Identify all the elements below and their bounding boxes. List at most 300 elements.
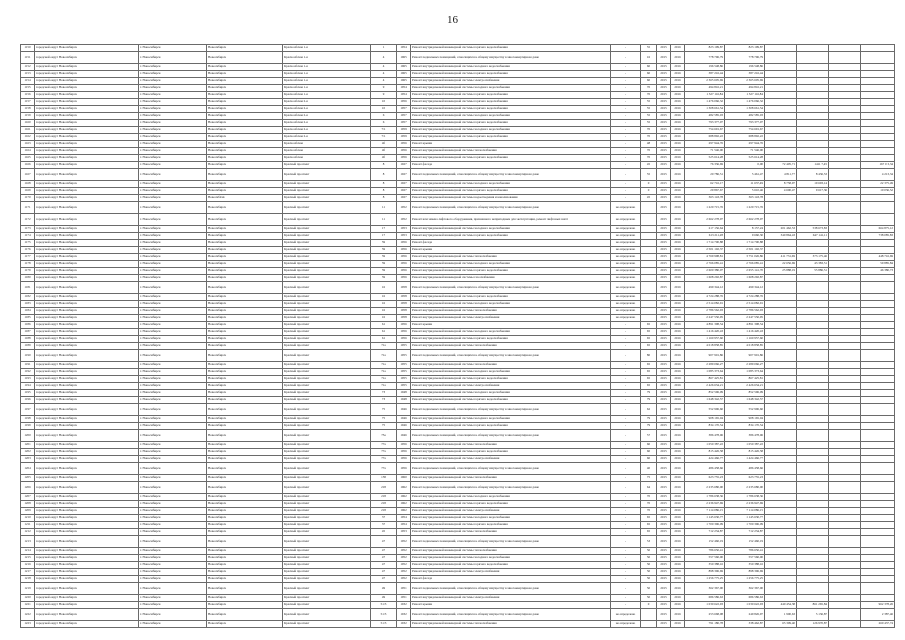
cell-floors: 50 bbox=[641, 583, 657, 595]
cell-e1: 201 462,53 bbox=[765, 226, 797, 233]
table-row bbox=[21, 92, 895, 99]
cell-cost2: 815 426,58 bbox=[725, 449, 765, 456]
cell-house: 61 bbox=[371, 322, 397, 329]
cell-e3 bbox=[829, 268, 861, 275]
cell-house: 4 bbox=[371, 78, 397, 85]
cell-e1 bbox=[765, 416, 797, 423]
cell-year: 1952 bbox=[397, 555, 411, 562]
cell-city2: Новосибирск bbox=[207, 555, 283, 562]
cell-cost: 834 170,54 bbox=[685, 423, 725, 430]
cell-e1 bbox=[765, 423, 797, 430]
cell-e2 bbox=[797, 329, 829, 336]
cell-area: - bbox=[611, 456, 641, 463]
cell-area: не определено bbox=[611, 247, 641, 254]
cell-district: городской округ Новосибирск bbox=[35, 583, 139, 595]
cell-cost: 1 256 775,25 bbox=[685, 576, 725, 583]
cell-city: г. Новосибирск bbox=[139, 397, 207, 404]
cell-city: г. Новосибирск bbox=[139, 562, 207, 569]
cell-e1 bbox=[765, 64, 797, 71]
cell-y2: 2016 bbox=[671, 71, 685, 78]
cell-street: Красный проспект bbox=[283, 548, 371, 555]
cell-year: 1932 bbox=[397, 609, 411, 621]
cell-year: 1946 bbox=[397, 430, 411, 442]
cell-city: г. Новосибирск bbox=[139, 254, 207, 261]
cell-work: Ремонт внутридомовой инженерной системы электроснабжения bbox=[411, 383, 611, 390]
cell-district: городской округ Новосибирск bbox=[35, 188, 139, 195]
cell-floors: 55 bbox=[641, 45, 657, 52]
table-row bbox=[21, 282, 895, 294]
cell-city: г. Новосибирск bbox=[139, 233, 207, 240]
cell-street: Красный проспект bbox=[283, 595, 371, 602]
cell-city: г. Новосибирск bbox=[139, 449, 207, 456]
cell-area: - bbox=[611, 482, 641, 494]
cell-e2: 1411 7,45 bbox=[797, 162, 829, 169]
cell-year: 1932 bbox=[397, 602, 411, 609]
cell-y1: 2015 bbox=[657, 155, 671, 162]
cell-district: городской округ Новосибирск bbox=[35, 602, 139, 609]
cell-cost2: 482 585,03 bbox=[725, 113, 765, 120]
cell-cost: 525 614,28 bbox=[685, 155, 725, 162]
cell-district: городской округ Новосибирск bbox=[35, 113, 139, 120]
cell-floors: 70 bbox=[641, 127, 657, 134]
cell-e2 bbox=[797, 369, 829, 376]
cell-year: 1955 bbox=[397, 343, 411, 350]
cell-district: городской округ Новосибирск bbox=[35, 390, 139, 397]
cell-district: городской округ Новосибирск bbox=[35, 141, 139, 148]
table-row bbox=[21, 78, 895, 85]
cell-y2: 2016 bbox=[671, 482, 685, 494]
cell-city2: Новосибирск bbox=[207, 188, 283, 195]
cell-house: 71а bbox=[371, 369, 397, 376]
cell-work: Ремонт внутридомовой инженерной системы теплоснабжения bbox=[411, 442, 611, 449]
cell-city: г. Новосибирск bbox=[139, 350, 207, 362]
cell-e3 bbox=[829, 247, 861, 254]
cell-y2: 2016 bbox=[671, 508, 685, 515]
cell-e1 bbox=[765, 195, 797, 202]
table-row bbox=[21, 383, 895, 390]
cell-e4 bbox=[861, 583, 895, 595]
cell-house: 49 bbox=[371, 595, 397, 602]
cell-area: - bbox=[611, 576, 641, 583]
cell-floors: 0 bbox=[641, 602, 657, 609]
cell-y1: 2015 bbox=[657, 602, 671, 609]
cell-cost2: 2 235 680,00 bbox=[725, 482, 765, 494]
cell-y2: 2016 bbox=[671, 609, 685, 621]
cell-e4 bbox=[861, 376, 895, 383]
cell-e2 bbox=[797, 383, 829, 390]
cell-city: г. Новосибирск bbox=[139, 602, 207, 609]
cell-cost: 29 867,67 bbox=[685, 188, 725, 195]
cell-cost: 4 724 288,76 bbox=[685, 294, 725, 301]
table-row bbox=[21, 501, 895, 508]
cell-area: - bbox=[611, 522, 641, 529]
cell-city2: Новосибирск bbox=[207, 343, 283, 350]
cell-y2: 2016 bbox=[671, 247, 685, 254]
cell-e3 bbox=[829, 315, 861, 322]
cell-area: - bbox=[611, 113, 641, 120]
table-row bbox=[21, 233, 895, 240]
cell-floors: 65 bbox=[641, 369, 657, 376]
cell-cost2: 1 256 775,25 bbox=[725, 576, 765, 583]
cell-e3 bbox=[829, 390, 861, 397]
cell-cost: 2 289 066,27 bbox=[685, 362, 725, 369]
cell-district: городской округ Новосибирск bbox=[35, 442, 139, 449]
cell-e1: 65 309,40 bbox=[765, 621, 797, 628]
cell-floors: 40 bbox=[641, 463, 657, 475]
cell-work: Ремонт внутридомовой инженерной системы теплоснабжения bbox=[411, 343, 611, 350]
cell-work: Ремонт подвальных помещений, относящихся к общему имуществу в многоквартирном доме bbox=[411, 52, 611, 64]
cell-e1 bbox=[765, 501, 797, 508]
cell-e1 bbox=[765, 322, 797, 329]
cell-e2: 19 693,14 bbox=[797, 181, 829, 188]
cell-cost2: 1 160 957,60 bbox=[725, 336, 765, 343]
cell-year: 1956 bbox=[397, 463, 411, 475]
cell-e3 bbox=[829, 226, 861, 233]
cell-y2: 2016 bbox=[671, 301, 685, 308]
cell-area: - bbox=[611, 195, 641, 202]
cell-district: городской округ Новосибирск bbox=[35, 226, 139, 233]
cell-city2: Новосибирск bbox=[207, 308, 283, 315]
cell-e2 bbox=[797, 515, 829, 522]
cell-e2: 126 970,87 bbox=[797, 621, 829, 628]
cell-n: 1176 bbox=[21, 247, 35, 254]
cell-e2 bbox=[797, 548, 829, 555]
cell-cost2: 2 655 141,70 bbox=[725, 268, 765, 275]
cell-work: Ремонт подвальных помещений, относящихся к общему имуществу в многоквартирном доме bbox=[411, 404, 611, 416]
cell-e1 bbox=[765, 494, 797, 501]
cell-house: 218 bbox=[371, 482, 397, 494]
cell-city: г. Новосибирск bbox=[139, 141, 207, 148]
cell-e4 bbox=[861, 308, 895, 315]
cell-cost: 62 716,17 bbox=[685, 181, 725, 188]
cell-street: Красный проспект bbox=[283, 555, 371, 562]
cell-e1 bbox=[765, 390, 797, 397]
cell-district: городской округ Новосибирск bbox=[35, 301, 139, 308]
cell-e3 bbox=[829, 463, 861, 475]
cell-e4 bbox=[861, 515, 895, 522]
cell-e4 bbox=[861, 113, 895, 120]
table-row bbox=[21, 529, 895, 536]
cell-cost: 1 476 066,32 bbox=[685, 99, 725, 106]
cell-n: 1172 bbox=[21, 214, 35, 226]
cell-work: Ремонт фасада bbox=[411, 576, 611, 583]
cell-year: 1956 bbox=[397, 99, 411, 106]
cell-city2: Новосибирск bbox=[207, 301, 283, 308]
cell-e2 bbox=[797, 127, 829, 134]
cell-district: городской округ Новосибирск bbox=[35, 71, 139, 78]
cell-floors: 60 bbox=[641, 78, 657, 85]
cell-y2: 2016 bbox=[671, 45, 685, 52]
cell-district: городской округ Новосибирск bbox=[35, 329, 139, 336]
cell-house: 10 bbox=[371, 99, 397, 106]
cell-city2: Новосибирск bbox=[207, 376, 283, 383]
cell-n: 1220 bbox=[21, 595, 35, 602]
cell-area: не определено bbox=[611, 261, 641, 268]
cell-city: г. Новосибирск bbox=[139, 501, 207, 508]
cell-y1: 2015 bbox=[657, 621, 671, 628]
cell-work: Ремонт внутридомовой инженерной системы холодного водоснабжения bbox=[411, 416, 611, 423]
cell-city: г. Новосибирск bbox=[139, 369, 207, 376]
cell-year: 1956 bbox=[397, 336, 411, 343]
cell-cost2: 793 377,07 bbox=[725, 120, 765, 127]
cell-e3 bbox=[829, 529, 861, 536]
cell-street: Краснообская 1-я bbox=[283, 78, 371, 85]
cell-district: городской округ Новосибирск bbox=[35, 45, 139, 52]
cell-y2: 2016 bbox=[671, 78, 685, 85]
cell-work: Ремонт подвальных помещений, относящихся к общему имуществу в многоквартирном доме bbox=[411, 583, 611, 595]
cell-y1: 2015 bbox=[657, 482, 671, 494]
cell-year: 1956 bbox=[397, 261, 411, 268]
cell-area: не определено bbox=[611, 308, 641, 315]
cell-year: 1956 bbox=[397, 442, 411, 449]
cell-city: г. Новосибирск bbox=[139, 275, 207, 282]
cell-work: Ремонт подвальных помещений, относящихся к общему имуществу в многоквартирном доме bbox=[411, 482, 611, 494]
cell-city2: Новосибирск bbox=[207, 404, 283, 416]
cell-area: - bbox=[611, 515, 641, 522]
cell-work: Ремонт внутридомовой инженерной системы горячего водоснабжения bbox=[411, 120, 611, 127]
cell-cost: 688 892,22 bbox=[685, 134, 725, 141]
cell-district: городской округ Новосибирск bbox=[35, 261, 139, 268]
cell-e4 bbox=[861, 301, 895, 308]
cell-street: Красный проспект bbox=[283, 226, 371, 233]
cell-work: Ремонт внутридомовой инженерной системы холодного водоснабжения bbox=[411, 113, 611, 120]
cell-floors: 45 bbox=[641, 162, 657, 169]
cell-y2: 2016 bbox=[671, 275, 685, 282]
cell-city2: Новосибирск bbox=[207, 508, 283, 515]
cell-house: 71а bbox=[371, 343, 397, 350]
cell-city: г. Новосибирск bbox=[139, 522, 207, 529]
cell-e2: 55 886,51 bbox=[797, 268, 829, 275]
cell-house: 11 bbox=[371, 214, 397, 226]
cell-street: Красный проспект bbox=[283, 181, 371, 188]
cell-city2: Новосибирск bbox=[207, 456, 283, 463]
cell-y2: 2016 bbox=[671, 423, 685, 430]
cell-cost: 791 180,78 bbox=[685, 621, 725, 628]
cell-work: Ремонт внутридомовой инженерной системы горячего водоснабжения bbox=[411, 376, 611, 383]
table-row bbox=[21, 113, 895, 120]
cell-y2: 2016 bbox=[671, 515, 685, 522]
cell-district: городской округ Новосибирск bbox=[35, 202, 139, 214]
cell-district: городской округ Новосибирск bbox=[35, 282, 139, 294]
cell-n: 1208 bbox=[21, 501, 35, 508]
cell-year: 1953 bbox=[397, 226, 411, 233]
cell-e2 bbox=[797, 442, 829, 449]
cell-district: городской округ Новосибирск bbox=[35, 275, 139, 282]
cell-e2 bbox=[797, 301, 829, 308]
cell-district: городской округ Новосибирск bbox=[35, 64, 139, 71]
cell-district: городской округ Новосибирск bbox=[35, 214, 139, 226]
cell-cost2: 297 944,76 bbox=[725, 141, 765, 148]
cell-e4 bbox=[861, 482, 895, 494]
cell-work: Ремонт внутридомовой инженерной системы горячего водоснабжения bbox=[411, 522, 611, 529]
cell-e2 bbox=[797, 463, 829, 475]
cell-y1: 2015 bbox=[657, 336, 671, 343]
cell-year: 1946 bbox=[397, 423, 411, 430]
cell-city2: Новосибирск bbox=[207, 247, 283, 254]
cell-e2 bbox=[797, 85, 829, 92]
cell-street: Красный проспект bbox=[283, 416, 371, 423]
cell-e4 bbox=[861, 362, 895, 369]
cell-city: г. Новосибирск bbox=[139, 442, 207, 449]
cell-floors: 60 bbox=[641, 442, 657, 449]
cell-city2: Новосибирск bbox=[207, 240, 283, 247]
cell-y2: 2016 bbox=[671, 404, 685, 416]
cell-y2: 2016 bbox=[671, 529, 685, 536]
cell-work: Ремонт подвальных помещений, относящихся к общему имуществу в многоквартирном доме bbox=[411, 282, 611, 294]
cell-e2 bbox=[797, 99, 829, 106]
cell-city2: Новосибирск bbox=[207, 106, 283, 113]
table-row bbox=[21, 268, 895, 275]
cell-n: 1154 bbox=[21, 78, 35, 85]
cell-street: Красный проспект bbox=[283, 536, 371, 548]
table-row bbox=[21, 240, 895, 247]
cell-n: 1191 bbox=[21, 362, 35, 369]
cell-city2: Новосибирск bbox=[207, 529, 283, 536]
cell-floors: 65 bbox=[641, 376, 657, 383]
cell-e3 bbox=[829, 376, 861, 383]
cell-y1: 2015 bbox=[657, 294, 671, 301]
cell-area: - bbox=[611, 322, 641, 329]
cell-work: Ремонт внутридомовой инженерной системы горячего водоснабжения bbox=[411, 562, 611, 569]
cell-area: - bbox=[611, 52, 641, 64]
cell-work: Ремонт внутридомовой инженерной системы холодного водоснабжения bbox=[411, 515, 611, 522]
cell-city2: Новосибирск bbox=[207, 416, 283, 423]
cell-area: - bbox=[611, 430, 641, 442]
cell-y1: 2015 bbox=[657, 113, 671, 120]
cell-e4: 962 378,26 bbox=[861, 602, 895, 609]
cell-area: - bbox=[611, 71, 641, 78]
cell-cost2: 362 367,00 bbox=[725, 583, 765, 595]
table-row bbox=[21, 390, 895, 397]
cell-e4 bbox=[861, 494, 895, 501]
cell-work: Ремонт фасада bbox=[411, 162, 611, 169]
cell-e2: 8 436,53 bbox=[797, 169, 829, 181]
cell-house: 75а bbox=[371, 430, 397, 442]
cell-house: 59 bbox=[371, 240, 397, 247]
cell-area: - bbox=[611, 602, 641, 609]
cell-e2 bbox=[797, 536, 829, 548]
cell-street: Красный проспект bbox=[283, 569, 371, 576]
cell-city: г. Новосибирск bbox=[139, 390, 207, 397]
cell-e4 bbox=[861, 45, 895, 52]
table-row bbox=[21, 294, 895, 301]
cell-floors: 50 bbox=[641, 595, 657, 602]
cell-e2 bbox=[797, 494, 829, 501]
cell-year: 1927 bbox=[397, 188, 411, 195]
cell-year: 1956 bbox=[397, 155, 411, 162]
table-row bbox=[21, 555, 895, 562]
cell-n: 1184 bbox=[21, 308, 35, 315]
cell-e4 bbox=[861, 463, 895, 475]
cell-work: Ремонт подвальных помещений, относящихся к общему имуществу в многоквартирном доме bbox=[411, 609, 611, 621]
cell-cost: 363 143,78 bbox=[685, 195, 725, 202]
cell-e2 bbox=[797, 397, 829, 404]
cell-street: Красный проспект bbox=[283, 322, 371, 329]
cell-e3 bbox=[829, 195, 861, 202]
cell-district: городской округ Новосибирск bbox=[35, 336, 139, 343]
cell-house: 8 bbox=[371, 195, 397, 202]
cell-e3 bbox=[829, 494, 861, 501]
cell-city: г. Новосибирск bbox=[139, 548, 207, 555]
cell-e4 bbox=[861, 155, 895, 162]
program-table bbox=[20, 44, 893, 628]
table-row bbox=[21, 148, 895, 155]
cell-n: 1210 bbox=[21, 515, 35, 522]
table-row bbox=[21, 308, 895, 315]
cell-city: г. Новосибирск bbox=[139, 423, 207, 430]
cell-e1 bbox=[765, 576, 797, 583]
cell-e1: 4 600,47 bbox=[765, 188, 797, 195]
cell-e4 bbox=[861, 106, 895, 113]
cell-y2: 2016 bbox=[671, 148, 685, 155]
cell-e2 bbox=[797, 294, 829, 301]
cell-cost: 1 327 116,84 bbox=[685, 92, 725, 99]
cell-city2: Новосибирск bbox=[207, 148, 283, 155]
cell-y2: 2016 bbox=[671, 162, 685, 169]
cell-floors: 55 bbox=[641, 99, 657, 106]
cell-y1: 2015 bbox=[657, 442, 671, 449]
cell-cost: 907 901,86 bbox=[685, 350, 725, 362]
cell-e1 bbox=[765, 522, 797, 529]
cell-cost: 2 235 680,00 bbox=[685, 482, 725, 494]
cell-floors: 60 bbox=[641, 449, 657, 456]
cell-e3 bbox=[829, 155, 861, 162]
cell-year: 1956 bbox=[397, 268, 411, 275]
table-row bbox=[21, 376, 895, 383]
cell-y1: 2015 bbox=[657, 456, 671, 463]
cell-cost: 4 769 998,81 bbox=[685, 254, 725, 261]
cell-year: 1952 bbox=[397, 214, 411, 226]
cell-city: г. Новосибирск bbox=[139, 621, 207, 628]
cell-e3 bbox=[829, 404, 861, 416]
cell-e1 bbox=[765, 536, 797, 548]
cell-e3 bbox=[829, 522, 861, 529]
cell-e2 bbox=[797, 214, 829, 226]
cell-e4 bbox=[861, 576, 895, 583]
cell-house: 77а bbox=[371, 449, 397, 456]
cell-y2: 2016 bbox=[671, 141, 685, 148]
cell-cost2: 898 396,69 bbox=[725, 569, 765, 576]
cell-street: Красный проспект bbox=[283, 482, 371, 494]
table-row bbox=[21, 482, 895, 494]
cell-work: Ремонт крыши bbox=[411, 322, 611, 329]
cell-e3 bbox=[829, 423, 861, 430]
cell-year: 1953 bbox=[397, 233, 411, 240]
cell-work: Ремонт внутридомовой инженерной системы холодного водоснабжения bbox=[411, 85, 611, 92]
cell-e3 bbox=[829, 294, 861, 301]
cell-cost2: 2 501 102,37 bbox=[725, 247, 765, 254]
cell-e3 bbox=[829, 569, 861, 576]
cell-cost2: 350 388,16 bbox=[725, 562, 765, 569]
cell-n: 1218 bbox=[21, 576, 35, 583]
cell-y2: 2016 bbox=[671, 308, 685, 315]
cell-city2: Новосибирск bbox=[207, 595, 283, 602]
cell-work: Ремонт внутридомовой инженерной системы холодного водоснабжения bbox=[411, 127, 611, 134]
cell-floors: 60 bbox=[641, 456, 657, 463]
cell-floors bbox=[641, 609, 657, 621]
cell-e1 bbox=[765, 275, 797, 282]
cell-city: г. Новосибирск bbox=[139, 202, 207, 214]
cell-floors: 80 bbox=[641, 350, 657, 362]
cell-n: 1173 bbox=[21, 226, 35, 233]
cell-cost: 76 336,69 bbox=[685, 162, 725, 169]
cell-cost: 196 548,86 bbox=[685, 64, 725, 71]
cell-floors bbox=[641, 294, 657, 301]
cell-city: г. Новосибирск bbox=[139, 529, 207, 536]
cell-area: - bbox=[611, 423, 641, 430]
cell-city2: Новосибирск bbox=[207, 92, 283, 99]
cell-work: Ремонт подвальных помещений, относящихся к общему имуществу в многоквартирном доме bbox=[411, 350, 611, 362]
